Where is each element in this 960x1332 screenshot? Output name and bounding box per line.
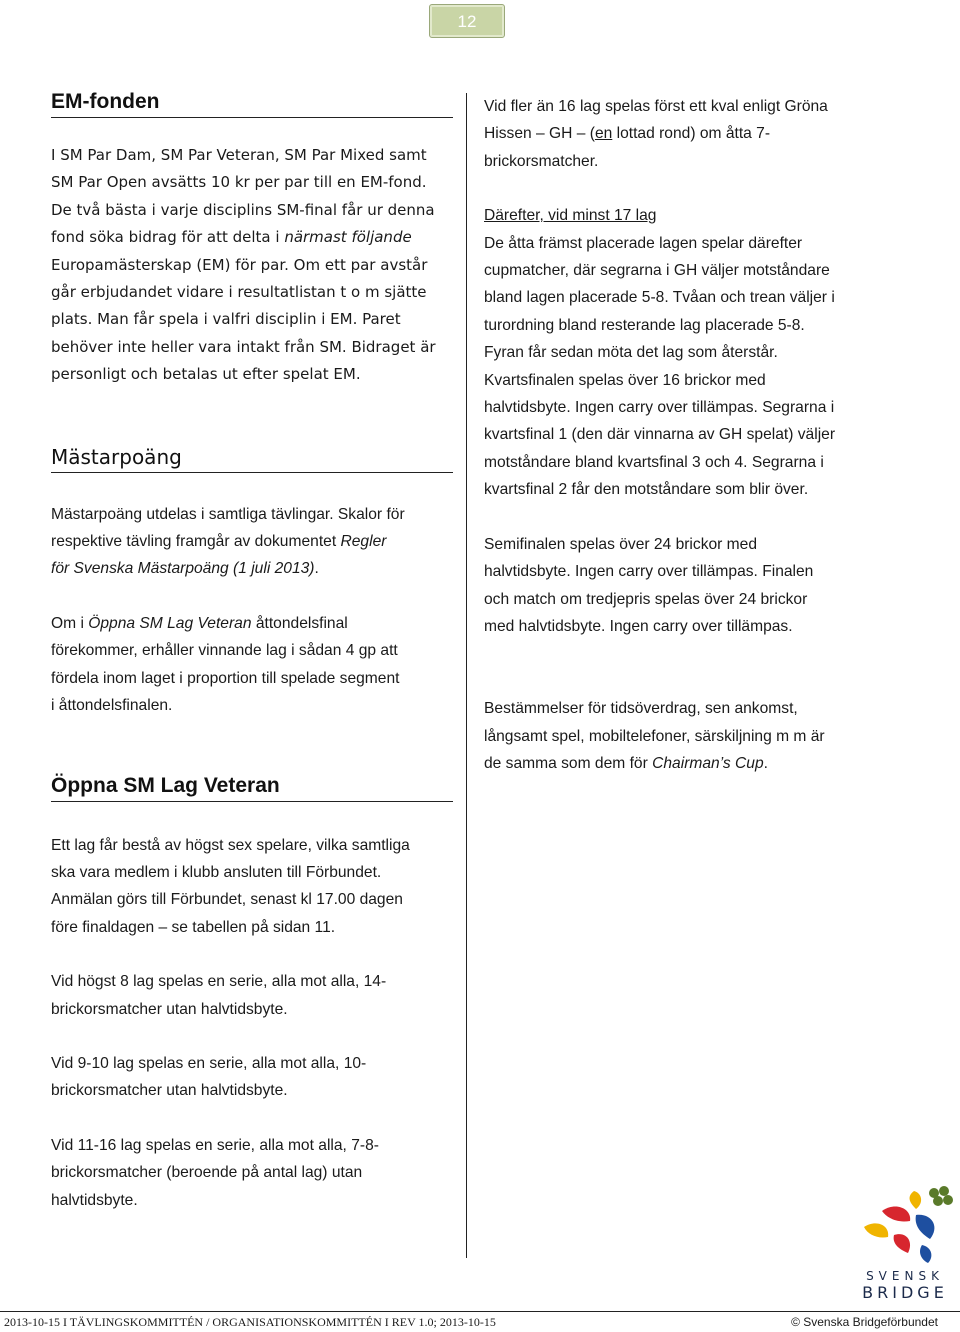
footer-left-text: 2013-10-15 I TÄVLINGSKOMMITTÉN / ORGANISATIONSKOMMITTÉN I REV 1.0; 2013-10-15 — [4, 1315, 496, 1329]
page-footer — [0, 1311, 960, 1332]
em-fonden-heading: EM-fonden — [51, 90, 453, 118]
oppna-paragraph-1: Ett lag får bestå av högst sex spelare, vilka samtliga ska vara medlem i klubb ansluten till Förbundet. Anmälan görs till Förbundet, senast kl 17.00 dagen före finaldagen – se tabellen på sidan 11. — [51, 836, 410, 936]
page-number-badge: 12 — [429, 4, 505, 38]
logo-text-svensk: SVENSK — [866, 1269, 944, 1283]
kval-paragraph: Vid fler än 16 lag spelas först ett kval enligt Gröna Hissen – GH – (en lottad rond) om åtta 7- brickorsmatcher. — [484, 98, 828, 170]
bestammelser-paragraph: Bestämmelser för tidsöverdrag, sen ankomst, långsamt spel, mobiltelefoner, särskiljning m m är de samma som dem för Chairman’s Cup. — [484, 700, 825, 773]
left-column — [51, 90, 453, 1214]
bridge-logo-mark-icon — [852, 1183, 958, 1273]
oppna-paragraph-3: Vid 9-10 lag spelas en serie, alla mot alla, 10- brickorsmatcher utan halvtidsbyte. — [51, 1054, 367, 1100]
column-divider — [466, 93, 467, 1258]
right-column — [484, 93, 904, 778]
em-fonden-paragraph: I SM Par Dam, SM Par Veteran, SM Par Mixed samt SM Par Open avsätts 10 kr per par till en EM-fond. De två bästa i varje disciplins SM-final får ur denna fond söka bidrag för att delta i närmast följande Europamästerskap (EM) för par. Om ett par avstår går erbjudandet vidare i resultatlistan t o m sjätte plats. Man får spela i valfri disciplin i EM. Paret behöver inte heller vara intakt från SM. Bidraget är personligt och betalas ut efter spelat EM. — [51, 146, 436, 384]
mastarpoang-heading: Mästarpoäng — [51, 445, 453, 473]
mastarpoang-paragraph-1: Mästarpoäng utdelas i samtliga tävlingar. Skalor för respektive tävling framgår av dokumentet Regler för Svenska Mästarpoäng (1 juli 2013). — [51, 505, 405, 578]
logo-text-bridge: BRIDGE — [862, 1283, 948, 1302]
footer-copyright: © Svenska Bridgeförbundet — [791, 1315, 938, 1329]
svensk-bridge-logo — [852, 1183, 958, 1303]
oppna-sm-lag-veteran-heading: Öppna SM Lag Veteran — [51, 774, 453, 802]
cupmatcher-paragraph: Därefter, vid minst 17 lag De åtta främst placerade lagen spelar därefter cupmatcher, där segrarna i GH väljer motståndare bland lagen placerade 5-8. Tvåan och trean väljer i turordning bland resterande lag placerade 5-8. Fyran får sedan möta det lag som återstår. Kvartsfinalen spelas över 16 brickor med halvtidsbyte. Ingen carry over tillämpas. Segrarna i kvartsfinal 1 (den där vinnarna av GH spelat) väljer motståndare bland kvartsfinal 3 och 4. Segrarna i kvartsfinal 2 får den motståndare som blir över. — [484, 207, 836, 499]
semifinal-paragraph: Semifinalen spelas över 24 brickor med halvtidsbyte. Ingen carry over tillämpas. Finalen och match om tredjepris spelas över 24 brickor med halvtidsbyte. Ingen carry over tillämpas. — [484, 535, 814, 635]
oppna-paragraph-4: Vid 11-16 lag spelas en serie, alla mot alla, 7-8- brickorsmatcher (beroende på antal lag) utan halvtidsbyte. — [51, 1136, 379, 1209]
oppna-paragraph-2: Vid högst 8 lag spelas en serie, alla mot alla, 14- brickorsmatcher utan halvtidsbyte. — [51, 973, 387, 1018]
mastarpoang-paragraph-2: Om i Öppna SM Lag Veteran åttondelsfinal förekommer, erhåller vinnande lag i sådan 4 gp att fördela inom laget i proportion till spelade segment i åttondelsfinalen. — [51, 614, 400, 715]
